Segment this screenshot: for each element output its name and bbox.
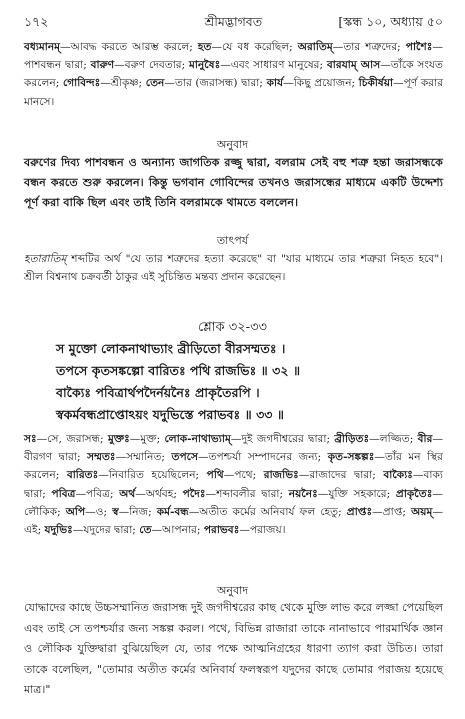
synonym-meaning: —যুক্তি সহকারে; xyxy=(317,487,391,500)
shloka-heading: শ্লোক ৩২-৩৩ xyxy=(198,320,267,335)
synonym-meaning: —তপশ্চর্যা সম্পাদনের জন্য; xyxy=(197,451,322,464)
translation-heading-2: অনুবাদ xyxy=(216,584,249,597)
verse-line: স্বকর্মবন্ধপ্রাপ্তোঽয়ং যদুভিস্তে পরাভবঃ ॥ ৩৩ ॥ xyxy=(56,407,285,422)
synonym-meaning: —নিবারিত হয়েছিলেন; xyxy=(98,469,200,482)
synonym-meaning: —পবিত্র; xyxy=(75,487,114,500)
translation-heading-1: অনুবাদ xyxy=(216,138,249,151)
synonym-word: কৃত-সঙ্কল্পঃ xyxy=(327,451,375,464)
synonym-meaning: —পথে; xyxy=(223,469,257,482)
synonym-word: অয়ম্ xyxy=(411,505,433,518)
synonym-word: বারুণ xyxy=(90,59,115,72)
synonym-meaning: —তাঁর মন স্থির করলেন; xyxy=(24,451,443,482)
book-title: শ্রীমদ্ভাগবত xyxy=(204,14,263,29)
synonym-word: নয়নৈঃ xyxy=(288,487,318,500)
synonym-meaning: —অর্থবহ; xyxy=(135,487,177,500)
shloka-verse xyxy=(56,338,443,426)
synonym-meaning: —বরুণ দেবতার; xyxy=(114,59,186,72)
synonyms-section-top xyxy=(24,38,443,111)
synonym-meaning: —শব্দাবলীর দ্বারা; xyxy=(205,487,284,500)
synonym-word: অপি xyxy=(65,505,86,518)
synonym-word: যদুভিঃ xyxy=(44,524,73,537)
synonym-meaning: —এবং সাধারণ মানুষের; xyxy=(220,59,324,72)
synonym-meaning: —তাঁকে সংযত করলেন; xyxy=(24,59,443,90)
synonym-meaning: —প্রাপ্ত; xyxy=(372,505,406,518)
synonym-meaning: —নিজ; xyxy=(118,505,152,518)
synonym-word: কর্ম-বন্ধ xyxy=(156,505,189,518)
synonym-meaning: —পাশবন্ধন দ্বারা; xyxy=(24,41,444,72)
synonym-meaning: —দুই জগদীশ্বরের দ্বারা; xyxy=(230,433,331,445)
synonym-word: পাশৈঃ xyxy=(405,41,433,53)
synonym-word: প্রাকৃতৈঃ xyxy=(395,487,433,500)
synonym-word: বারিতঃ xyxy=(66,469,99,482)
synonym-meaning: —যে বধ করেছিল; xyxy=(211,41,293,53)
synonym-word: তে xyxy=(139,524,152,537)
synonym-word: তেন xyxy=(145,77,165,90)
synonym-meaning: —মুক্ত; xyxy=(129,433,161,445)
synonym-word: বীর xyxy=(417,433,433,445)
synonym-word: মানুষৈঃ xyxy=(189,59,221,72)
synonym-meaning: —এই; xyxy=(24,505,443,537)
synonym-word: রাজভিঃ xyxy=(263,469,299,482)
synonym-meaning: —আবদ্ধ করতে আরম্ভ করলে; xyxy=(60,41,193,53)
synonym-word: লোক-নাথাভ্যাম্ xyxy=(164,433,231,445)
synonym-meaning: —পূর্ণ করার মানসে। xyxy=(24,77,444,108)
synonym-meaning: —অতীত কর্মের অনিবার্য ফল হেতু; xyxy=(188,505,342,518)
synonym-meaning: —ও; xyxy=(85,505,108,518)
purport-heading: তাৎপর্য xyxy=(216,234,249,247)
synonym-word: সম্মতঃ xyxy=(87,451,116,464)
synonym-meaning: —সে, জরাসন্ধ; xyxy=(36,433,104,445)
synonym-word: প্রাপ্তঃ xyxy=(346,505,373,518)
synonym-meaning: —লজ্জিত; xyxy=(369,433,414,445)
synonym-meaning: —তার শত্রুদের; xyxy=(332,41,401,53)
synonym-word: তপসে xyxy=(171,451,198,464)
synonym-word: পথি xyxy=(206,469,224,482)
synonym-word: পবিত্র xyxy=(51,487,76,500)
page-header xyxy=(24,14,443,34)
synonym-word: বাক্যৈঃ xyxy=(383,469,413,482)
translation-text-2: যোদ্ধাদের কাছে উচ্চসম্মানিত জরাসন্ধ দুই জগদীশ্বরের কাছ থেকে মুক্তি লাভ করে লজ্জা পেয়েছিল এবং তাই সে তপশ্চর্যার জন্য সঙ্কল্প করল। পথে, বিভিন্ন রাজারা তাকে নানাভাবে পারমার্থিক জ্ঞান ও লৌকিক যুক্তিদ্বারা বুঝিয়েছিল যে, তার পক্ষে আত্মনিগ্রহের ধারণা ত্যাগ করা উচিত। তারা তাকে বলেছিল, "তোমার অতীত কর্মের অনিবার্য ফলস্বরূপ যদুদের কাছে তোমার পরাজয় হয়েছে মাত্র।" xyxy=(24,601,443,696)
purport-paragraph xyxy=(24,250,443,286)
synonym-word: অরাতিম্ xyxy=(297,41,333,53)
synonym-word: চিকীর্ষয়া xyxy=(358,77,394,90)
synonym-word: বধ্যমানম্ xyxy=(24,41,61,53)
verse-line: স মুক্তো লোকনাথাভ্যাং ব্রীড়িতো বীরসম্মতঃ । xyxy=(56,341,286,356)
page-number: ১৭২ xyxy=(24,14,49,29)
purport-text: শব্দটির অর্থ "যে তার শত্রুদের হত্যা করেছে" বা "যার মাধ্যমে তার শত্রুরা নিহত হবে"। শ্রীল বিশ্বনাথ চক্রবর্তী ঠাকুর এই সুচিন্তিত মন্তব্য প্রদান করেছেন। xyxy=(24,253,443,284)
purport-term: হতারাতিম্ xyxy=(24,253,67,265)
synonym-word: গোবিন্দঃ xyxy=(62,77,101,90)
synonym-meaning: —আপনার; xyxy=(151,524,201,537)
synonym-word: হত xyxy=(197,41,212,53)
synonyms-section-bottom xyxy=(24,430,443,539)
synonym-word: মুক্তঃ xyxy=(107,433,130,445)
synonym-meaning: —কিছু প্রয়োজন; xyxy=(283,77,356,90)
synonym-meaning: —শ্রীকৃষ্ণ; xyxy=(100,77,143,90)
synonym-meaning: —বীরগণ দ্বারা; xyxy=(24,433,444,464)
synonym-word: পদৈঃ xyxy=(182,487,206,500)
synonym-meaning: —লৌকিক; xyxy=(24,487,443,518)
synonym-meaning: —যদুদের দ্বারা; xyxy=(72,524,136,537)
synonym-meaning: —তার (জরাসন্ধ) দ্বারা; xyxy=(164,77,263,90)
synonym-word: স্ব xyxy=(112,505,119,518)
synonym-meaning: —বাক্য দ্বারা; xyxy=(24,469,443,500)
chapter-reference: [স্কন্ধ ১০, অধ্যায় ৫০ xyxy=(338,14,443,29)
synonym-word: অর্থ xyxy=(119,487,136,500)
synonym-word: পরাভবঃ xyxy=(203,524,240,537)
synonym-word: বারযাম্ আস xyxy=(326,59,381,72)
synonym-word: কার্য xyxy=(266,77,284,90)
verse-line: বাক্যৈঃ পবিত্রার্থপদৈর্নয়নৈঃ প্রাকৃতৈরপি । xyxy=(56,385,260,400)
synonym-meaning: —রাজাদের দ্বারা; xyxy=(298,469,376,482)
verse-line: তপসে কৃতসঙ্কল্পো বারিতঃ পথি রাজভিঃ ॥ ৩২ ॥ xyxy=(56,363,301,378)
synonym-word: সঃ xyxy=(24,433,37,445)
synonym-meaning: —পরাজয়। xyxy=(239,524,286,537)
synonym-word: ব্রীড়িতঃ xyxy=(334,433,370,445)
translation-text-1: বরুণের দিব্য পাশবন্ধন ও অন্যান্য জাগতিক রজ্জু দ্বারা, বলরাম সেই বহু শত্রু হন্তা জরাসন্ধকে বন্ধন করতে শুরু করলেন। কিন্তু ভগবান গোবিন্দের তখনও জরাসন্ধের মাধ্যমে একটি উদ্দেশ্য পূর্ণ করা বাকি ছিল এবং তাই তিনি বলরামকে থামতে বললেন। xyxy=(24,155,443,209)
synonym-meaning: —সম্মানিত; xyxy=(115,451,165,464)
